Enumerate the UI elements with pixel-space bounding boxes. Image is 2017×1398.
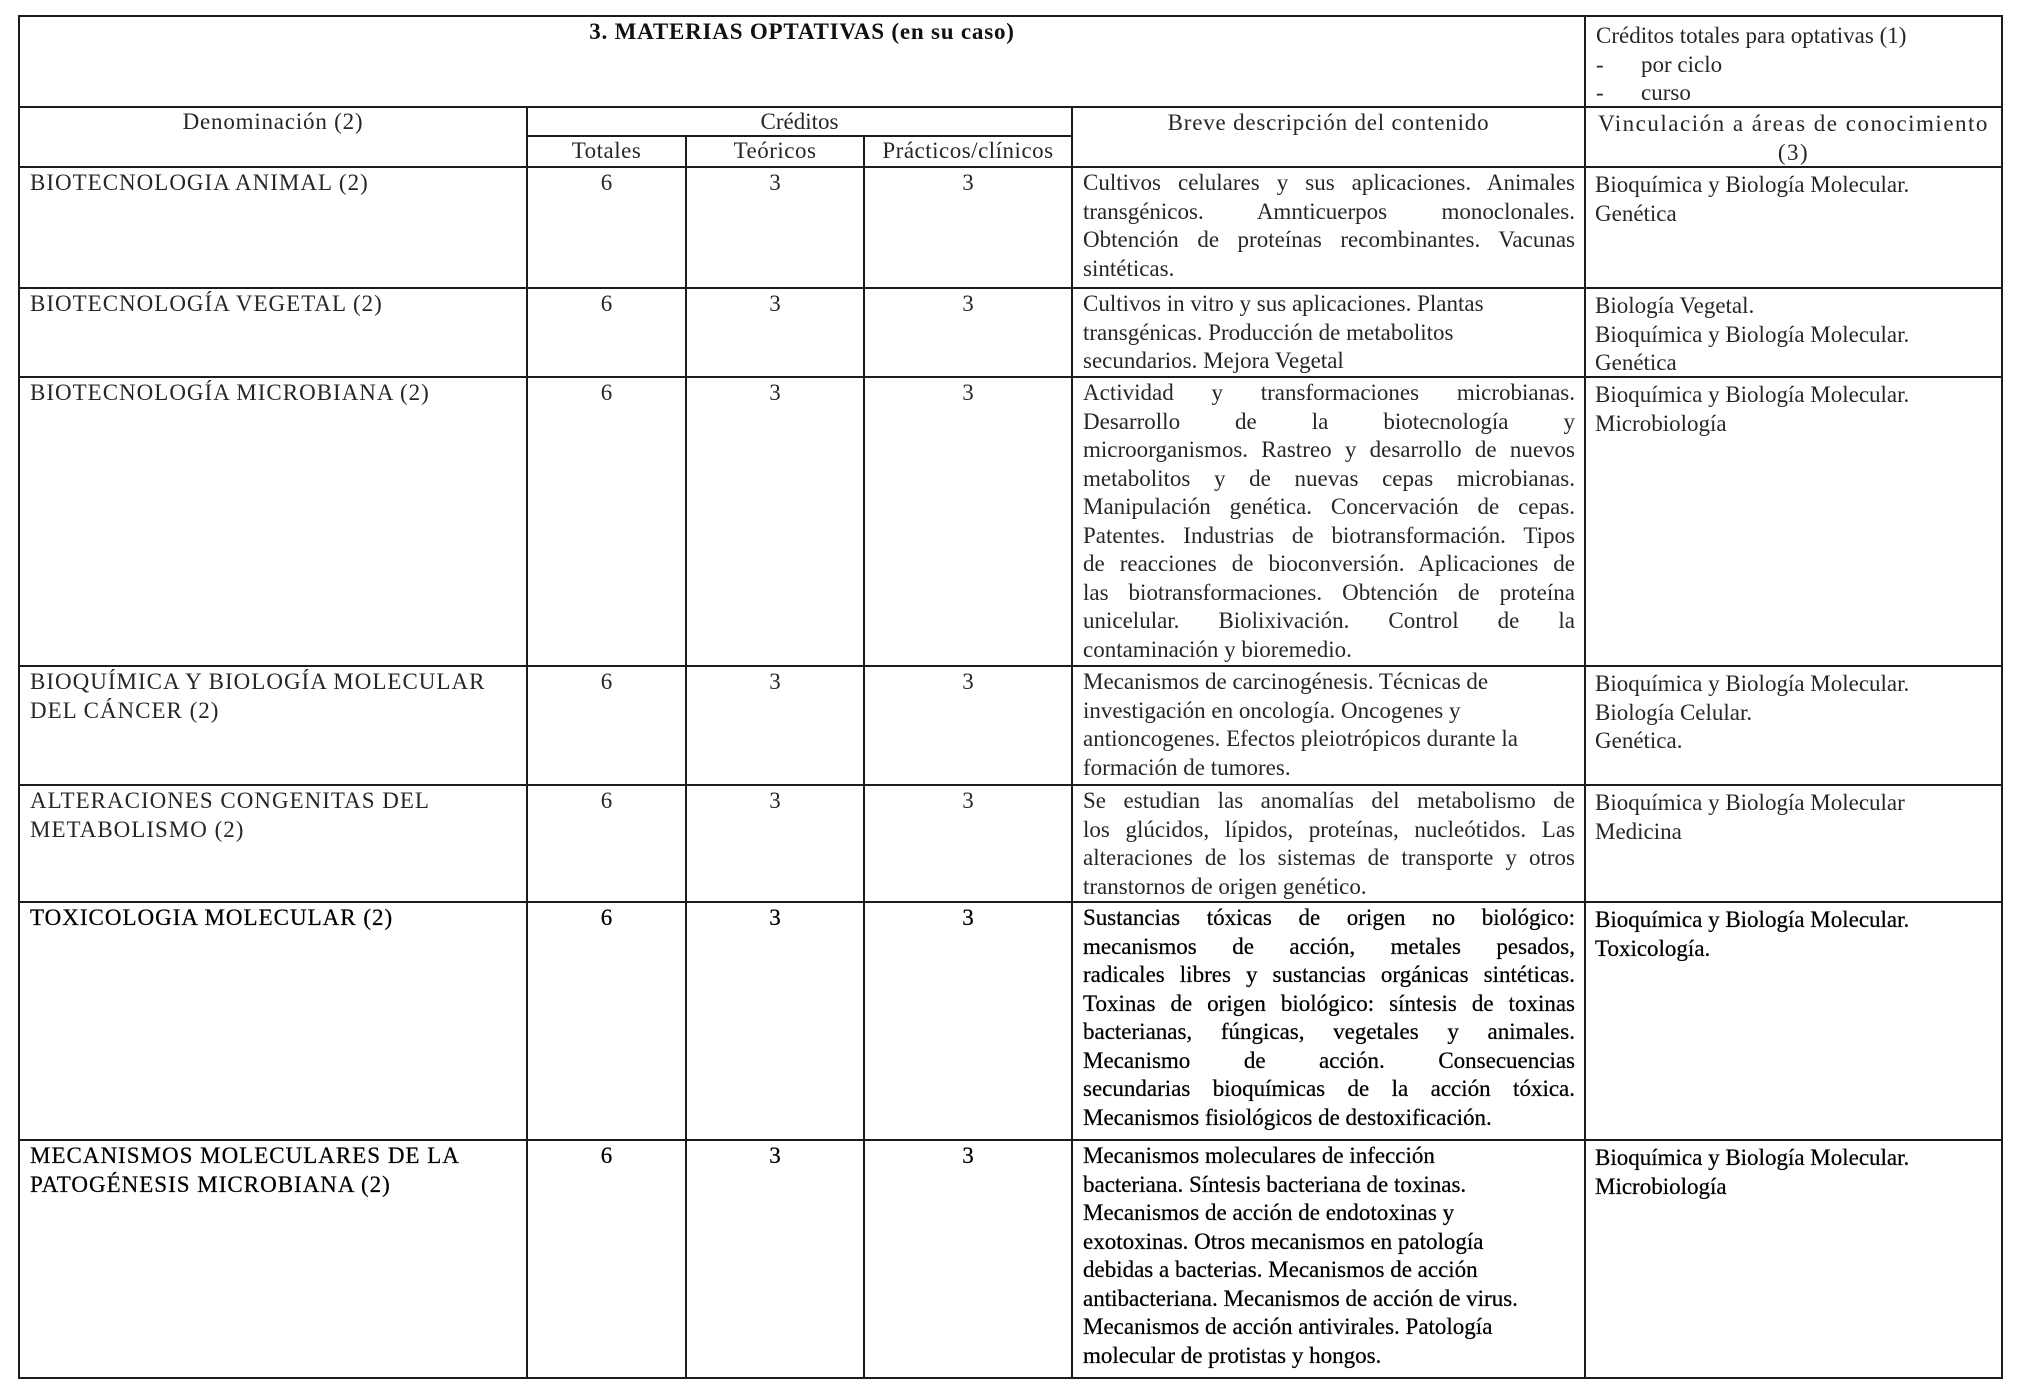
description-line: Mecanismos moleculares de infección	[1083, 1143, 1435, 1168]
description-line: Obtención de proteínas recombinantes. Vacunas	[1083, 227, 1575, 252]
description-line: los glúcidos, lípidos, proteínas, nucleótidos. Las	[1083, 816, 1575, 842]
credits-total: 6	[528, 903, 687, 1139]
description-line: Cultivos in vitro y sus aplicaciones. Plantas	[1083, 291, 1484, 316]
description-line: sintéticas.	[1083, 255, 1175, 281]
description-line: Toxinas de origen biológico: síntesis de toxinas	[1083, 990, 1575, 1016]
content-description	[1073, 168, 1586, 287]
knowledge-area: Bioquímica y Biología Molecular.	[1595, 321, 1910, 347]
credits-theory: 3	[687, 903, 865, 1139]
header-descripcion: Breve descripción del contenido	[1073, 108, 1586, 166]
credits-practical: 3	[865, 667, 1073, 784]
description-line: Manipulación genética. Concervación de cepas.	[1083, 494, 1575, 519]
knowledge-area: Biología Vegetal.	[1595, 293, 1755, 318]
credits-theory: 3	[687, 667, 865, 784]
credits-theory: 3	[687, 1141, 865, 1377]
header-practicos: Prácticos/clínicos	[882, 138, 1054, 163]
header-vinculacion	[1586, 108, 2001, 166]
optional-credits-scope: curso	[1641, 80, 1691, 105]
header-denominacion: Denominación (2)	[20, 108, 528, 166]
description-line: Actividad y transformaciones microbianas.	[1083, 380, 1575, 405]
subject-name: TOXICOLOGIA MOLECULAR (2)	[20, 903, 528, 1139]
description-line: microorganismos. Rastreo y desarrollo de nuevos	[1083, 437, 1575, 462]
description-line: secundarios. Mejora Vegetal	[1083, 348, 1344, 373]
knowledge-area: Bioquímica y Biología Molecular.	[1595, 671, 1910, 696]
credits-theory: 3	[687, 289, 865, 376]
subject-name: MECANISMOS MOLECULARES DE LA PATOGÉNESIS MICROBIANA (2)	[20, 1141, 528, 1377]
subject-name: BIOTECNOLOGÍA MICROBIANA (2)	[20, 378, 528, 665]
knowledge-area: Toxicología.	[1595, 935, 1711, 961]
description-line: Patentes. Industrias de biotransformación. Tipos	[1083, 522, 1575, 548]
knowledge-areas	[1586, 378, 2001, 665]
credits-practical: 3	[865, 289, 1073, 376]
description-line: metabolitos y de nuevas cepas microbianas.	[1083, 465, 1575, 491]
table-row	[20, 1141, 2001, 1377]
description-line: formación de tumores.	[1083, 754, 1291, 780]
subject-name: BIOTECNOLOGIA ANIMAL (2)	[20, 168, 528, 287]
knowledge-area: Bioquímica y Biología Molecular.	[1595, 172, 1910, 197]
content-description	[1073, 667, 1586, 784]
description-line: Mecanismos de acción antivirales. Patología	[1083, 1314, 1493, 1339]
description-line: Mecanismo de acción. Consecuencias	[1083, 1047, 1575, 1073]
description-line: Mecanismos de acción de endotoxinas y	[1083, 1200, 1455, 1225]
description-line: exotoxinas. Otros mecanismos en patología	[1083, 1228, 1484, 1254]
description-line: debidas a bacterias. Mecanismos de acción	[1083, 1257, 1478, 1282]
content-description	[1073, 1141, 1586, 1377]
table-row	[20, 903, 2001, 1141]
knowledge-areas	[1586, 168, 2001, 287]
optional-credits-label: Créditos totales para optativas (1)	[1596, 23, 1907, 48]
header-vinculacion-label: Vinculación a áreas de conocimiento	[1598, 111, 1989, 136]
table-row	[20, 168, 2001, 289]
credits-total: 6	[528, 168, 687, 287]
knowledge-areas	[1586, 1141, 2001, 1377]
subject-name: BIOQUÍMICA Y BIOLOGÍA MOLECULAR DEL CÁNCER (2)	[20, 667, 528, 784]
description-line: Sustancias tóxicas de origen no biológico:	[1083, 905, 1575, 930]
optional-credits-scope: por ciclo	[1641, 51, 1723, 77]
knowledge-area: Microbiología	[1595, 410, 1727, 436]
description-line: transtornos de origen genético.	[1083, 873, 1367, 899]
table-row	[20, 289, 2001, 378]
content-description	[1073, 378, 1586, 665]
description-line: bacterianas, fúngicas, vegetales y animales.	[1083, 1019, 1575, 1044]
header-creditos: Créditos	[528, 108, 1071, 137]
optional-credits-box	[1586, 17, 2001, 106]
table-row	[20, 667, 2001, 786]
section-title: 3. MATERIAS OPTATIVAS (en su caso)	[20, 17, 1586, 106]
knowledge-area: Genética	[1595, 350, 1677, 375]
knowledge-areas	[1586, 903, 2001, 1139]
header-vinculacion-note: (3)	[1777, 139, 1810, 165]
description-line: bacteriana. Síntesis bacteriana de toxinas.	[1083, 1171, 1467, 1197]
description-line: secundarias bioquímicas de la acción tóxica.	[1083, 1076, 1575, 1101]
optional-credits-item	[1596, 51, 1993, 80]
description-line: Mecanismos de carcinogénesis. Técnicas de	[1083, 669, 1489, 694]
list-dash: -	[1596, 51, 1604, 77]
knowledge-area: Genética	[1595, 200, 1677, 226]
description-line: Se estudian las anomalías del metabolismo de	[1083, 788, 1575, 813]
credits-total: 6	[528, 1141, 687, 1377]
credits-practical: 3	[865, 786, 1073, 901]
header-creditos-group	[528, 108, 1073, 166]
optional-subjects-table	[18, 15, 2003, 1379]
description-line: mecanismos de acción, metales pesados,	[1083, 933, 1575, 959]
credits-practical: 3	[865, 168, 1073, 287]
header-totales: Totales	[528, 137, 687, 166]
credits-theory: 3	[687, 786, 865, 901]
description-line: molecular de protistas y hongos.	[1083, 1342, 1382, 1368]
description-line: antioncogenes. Efectos pleiotrópicos durante la	[1083, 726, 1518, 751]
knowledge-area: Genética.	[1595, 728, 1683, 753]
credits-theory: 3	[687, 378, 865, 665]
subject-name: BIOTECNOLOGÍA VEGETAL (2)	[20, 289, 528, 376]
knowledge-area: Microbiología	[1595, 1173, 1727, 1199]
description-line: Mecanismos fisiológicos de destoxificación.	[1083, 1104, 1492, 1130]
subject-name: ALTERACIONES CONGENITAS DEL METABOLISMO (2)	[20, 786, 528, 901]
knowledge-area: Bioquímica y Biología Molecular.	[1595, 1145, 1910, 1170]
credits-practical: 3	[865, 1141, 1073, 1377]
description-line: Cultivos celulares y sus aplicaciones. Animales	[1083, 170, 1575, 195]
description-line: antibacteriana. Mecanismos de acción de virus.	[1083, 1285, 1518, 1311]
table-row	[20, 378, 2001, 667]
optional-credits-item	[1596, 79, 1993, 106]
knowledge-areas	[1586, 667, 2001, 784]
content-description	[1073, 289, 1586, 376]
content-description	[1073, 786, 1586, 901]
knowledge-area: Bioquímica y Biología Molecular	[1595, 790, 1905, 815]
description-line: las biotransformaciones. Obtención de proteína	[1083, 579, 1575, 605]
description-line: Desarrollo de la biotecnología y	[1083, 408, 1575, 434]
knowledge-area: Bioquímica y Biología Molecular.	[1595, 907, 1910, 932]
credits-total: 6	[528, 289, 687, 376]
credits-practical: 3	[865, 378, 1073, 665]
credits-practical: 3	[865, 903, 1073, 1139]
header-creditos-subcolumns	[528, 137, 1071, 166]
knowledge-areas	[1586, 786, 2001, 901]
table-title-row	[20, 17, 2001, 108]
description-line: alteraciones de los sistemas de transporte y otros	[1083, 845, 1575, 870]
list-dash: -	[1596, 80, 1604, 105]
table-row	[20, 786, 2001, 903]
description-line: transgénicas. Producción de metabolitos	[1083, 319, 1454, 345]
description-line: radicales libres y sustancias orgánicas sintéticas.	[1083, 962, 1575, 987]
knowledge-area: Medicina	[1595, 818, 1682, 844]
description-line: unicelular. Biolixivación. Control de la	[1083, 608, 1575, 633]
knowledge-area: Bioquímica y Biología Molecular.	[1595, 382, 1910, 407]
column-header-row	[20, 108, 2001, 168]
content-description	[1073, 903, 1586, 1139]
knowledge-areas	[1586, 289, 2001, 376]
description-line: transgénicos. Amnticuerpos monoclonales.	[1083, 198, 1575, 224]
credits-total: 6	[528, 786, 687, 901]
credits-theory: 3	[687, 168, 865, 287]
knowledge-area: Biología Celular.	[1595, 699, 1753, 725]
credits-total: 6	[528, 667, 687, 784]
description-line: contaminación y bioremedio.	[1083, 636, 1352, 662]
description-line: de reacciones de bioconversión. Aplicaciones de	[1083, 551, 1575, 576]
description-line: investigación en oncología. Oncogenes y	[1083, 697, 1461, 723]
credits-total: 6	[528, 378, 687, 665]
header-teoricos: Teóricos	[687, 137, 865, 166]
